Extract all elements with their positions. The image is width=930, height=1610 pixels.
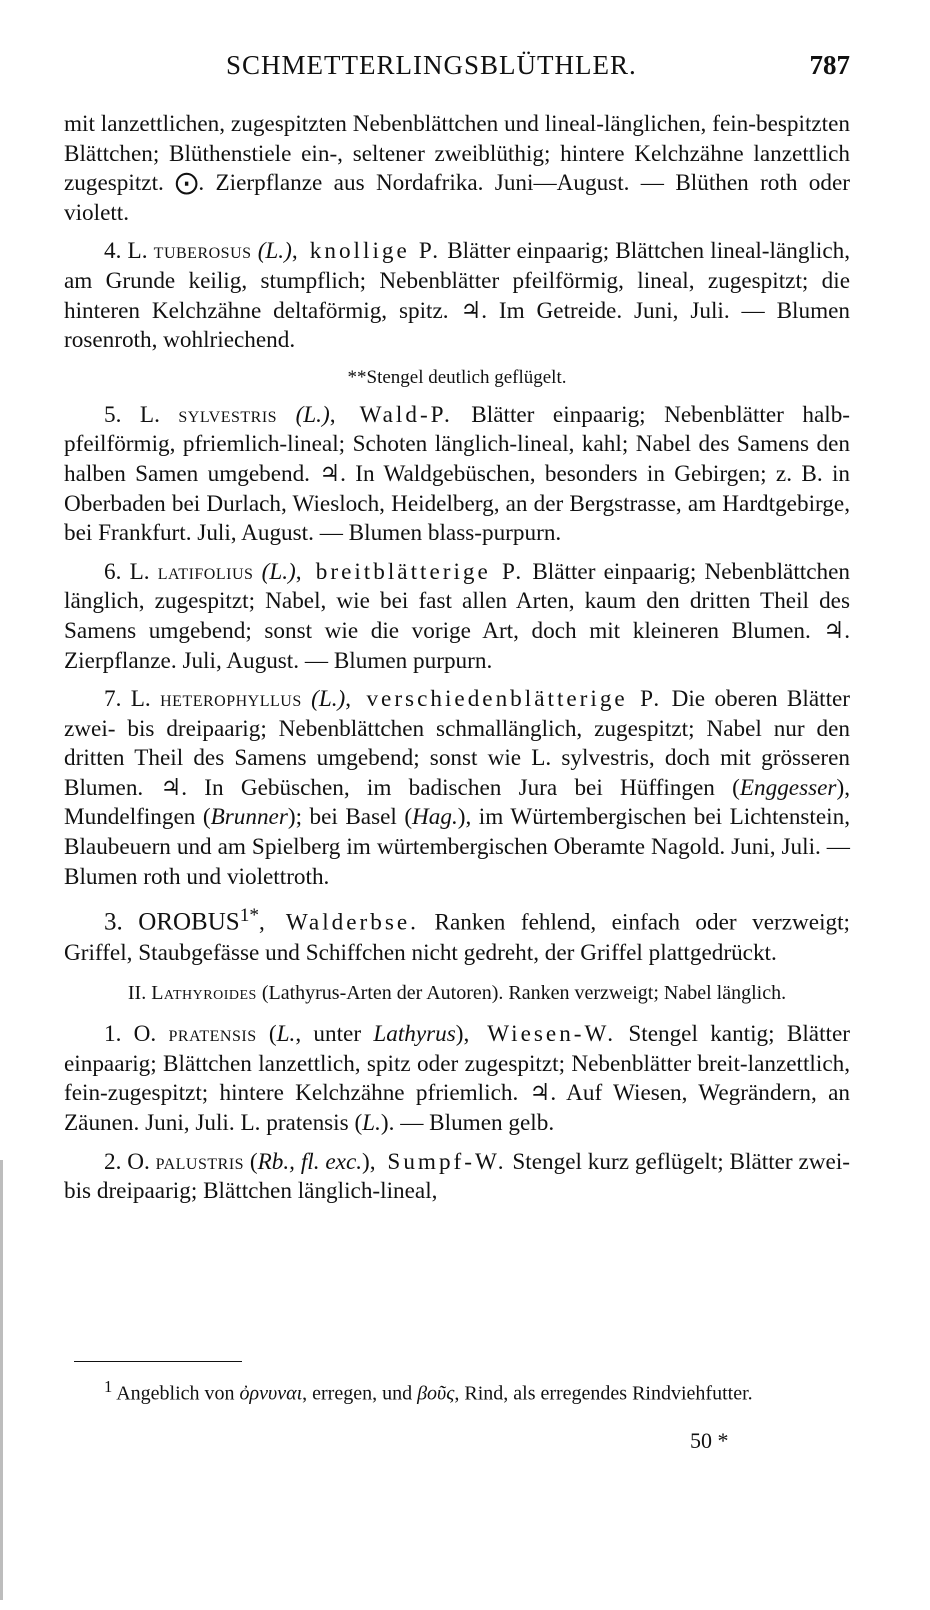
entry-lathyrus-heterophyllus: 7. L. heterophyllus (L.), verschiedenblätterige P. Die oberen Blätter zwei- bis dreipaarig; Nebenblättchen schmallänglich, zugespitzt; Nabel nur den dritten Theil des Samens umgebend; sonst wie L. sylvestris, doch mit grösseren Blumen. ♃. In Gebüschen, im badischen Jura bei Hüffingen (Enggesser), Mundelfingen (Brunner); bei Basel (Hag.), im Würtembergischen bei Lichtenstein, Blaubeuern und am Spielberg im würtembergischen Oberamte Nagold. Juni, Juli. — Blumen roth und violettroth. [64, 686, 851, 890]
entry-lathyrus-tuberosus: 4. L. tuberosus (L.), knollige P. Blätter einpaarig; Blättchen lineal-länglich, am Grunde keilig, stumpflich; Nebenblätter pfeilförmig, lineal, zugespitzt; die hinteren Kelchzähne deltaförmig, spitz. ♃. Im Getreide. Juni, Juli. — Blumen rosenroth, wohlriechend. [64, 238, 851, 354]
page-number: 787 [809, 50, 850, 80]
footnote: $^1$ Angeblich von ὀρνυναι, erregen, und βοῦς, Rind, als erregendes Rindviehfutter. [104, 1377, 753, 1405]
subheading: **Stengel deutlich geflügelt. [347, 366, 567, 388]
entry-lathyrus-sylvestris: 5. L. sylvestris (L.), Wald-P. Blätter einpaarig; Nebenblätter halb-pfeilförmig, pfriemlich-lineal; Schoten länglich-lineal, kahl; Nabel des Samens den halben Samen umgebend. ♃. In Waldgebüschen, besonders in Gebirgen; z. B. in Oberbaden bei Durlach, Wiesloch, Heidelberg, an der Bergstrasse, am Hardtgebirge, bei Frankfurt. Juli, August. — Blumen blass-purpurn. [64, 401, 851, 547]
printer-signature: 50 * [690, 1428, 729, 1453]
page-header [64, 50, 850, 86]
entry-lathyrus-latifolius: 6. L. latifolius (L.), breitblätterige P. Blätter einpaarig; Nebenblättchen länglich, zugespitzt; Nabel, wie bei fast allen Arten, kaum den dritten Theil des Samens umgebend; sonst wie die vorige Art, doch mit kleineren Blumen. ♃. Zierpflanze. Juli, August. — Blumen purpurn. [64, 558, 851, 674]
page-edge-shadow [0, 1160, 3, 1600]
paragraph-continued: mit lanzettlichen, zugespitzten Nebenblättchen und lineal-länglichen, fein-bespitzten Blättchen; Blüthenstiele ein-, seltener zweiblüthig; hintere Kelchzähne lanzettlich zugespitzt. ⨀. Zierpflanze aus Nordafrika. Juni—August. — Blüthen roth oder violett. [64, 111, 850, 226]
running-title: SCHMETTERLINGSBLÜTHLER. [226, 50, 637, 80]
footnote-rule [74, 1361, 242, 1362]
entry-orobus-palustris: 2. O. palustris (Rb., fl. exc.), Sumpf-W. Stengel kurz geflügelt; Blätter zwei- bis dreipaarig; Blättchen länglich-lineal, [64, 1148, 850, 1205]
body-text [64, 110, 850, 1216]
section-heading: II. Lathyroides (Lathyrus-Arten der Autoren). Ranken verzweigt; Nabel länglich. [127, 982, 787, 1005]
entry-orobus-pratensis: 1. O. pratensis (L., unter Lathyrus), Wiesen-W. Stengel kantig; Blätter einpaarig; Blättchen lanzettlich, spitz oder zugespitzt; Nebenblätter breit-lanzettlich, fein-zugespitzt; hintere Kelchzähne pfriemlich. ♃. Auf Wiesen, Wegrändern, an Zäunen. Juni, Juli. L. pratensis (L.). — Blumen gelb. [64, 1021, 850, 1136]
genus-orobus: 3. $OROBUS^{1*}$, Walderbse. Ranken fehlend, einfach oder verzweigt; Griffel, Staubgefässe und Schiffchen nicht gedreht, der Griffel plattgedrückt. [64, 905, 850, 966]
